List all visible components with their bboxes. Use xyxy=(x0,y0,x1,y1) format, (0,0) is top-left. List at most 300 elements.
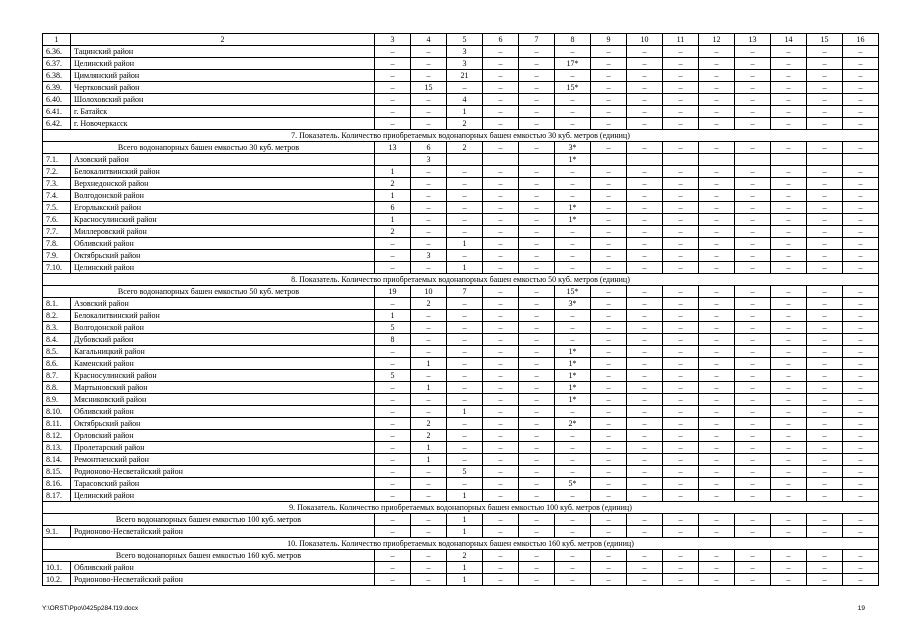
value-cell: – xyxy=(843,514,879,526)
value-cell: – xyxy=(807,142,843,154)
value-cell: – xyxy=(843,190,879,202)
value-cell: – xyxy=(519,94,555,106)
value-cell: – xyxy=(663,346,699,358)
value-cell: – xyxy=(627,178,663,190)
value-cell: – xyxy=(663,370,699,382)
value-cell: – xyxy=(519,238,555,250)
value-cell: – xyxy=(807,574,843,586)
value-cell: – xyxy=(447,178,483,190)
value-cell: – xyxy=(807,550,843,562)
value-cell: – xyxy=(771,334,807,346)
table-row xyxy=(43,358,879,370)
value-cell: – xyxy=(591,214,627,226)
value-cell: – xyxy=(735,574,771,586)
value-cell: – xyxy=(519,550,555,562)
value-cell: – xyxy=(843,526,879,538)
district-name: Целинский район xyxy=(71,58,375,70)
table-row xyxy=(43,82,879,94)
value-cell: – xyxy=(483,106,519,118)
district-name: Дубовский район xyxy=(71,334,375,346)
value-cell: – xyxy=(699,418,735,430)
value-cell: – xyxy=(735,58,771,70)
value-cell: – xyxy=(591,370,627,382)
value-cell: – xyxy=(483,574,519,586)
value-cell: – xyxy=(663,214,699,226)
value-cell: – xyxy=(699,454,735,466)
header-cell: 11 xyxy=(663,34,699,46)
value-cell: – xyxy=(627,406,663,418)
value-cell: – xyxy=(627,310,663,322)
value-cell: 2 xyxy=(411,418,447,430)
district-name: Родионово-Несветайский район xyxy=(71,574,375,586)
row-number: 7.1. xyxy=(43,154,71,166)
table-header-row xyxy=(43,34,879,46)
total-label: Всего водонапорных башен емкостью 50 куб. метров xyxy=(43,286,375,298)
value-cell: – xyxy=(555,514,591,526)
value-cell: – xyxy=(555,574,591,586)
value-cell: – xyxy=(411,322,447,334)
value-cell: – xyxy=(843,442,879,454)
value-cell: – xyxy=(699,478,735,490)
value-cell: – xyxy=(447,310,483,322)
value-cell: – xyxy=(519,106,555,118)
value-cell: – xyxy=(483,298,519,310)
value-cell: – xyxy=(483,430,519,442)
value-cell: – xyxy=(627,370,663,382)
value-cell: – xyxy=(843,82,879,94)
row-number: 6.36. xyxy=(43,46,71,58)
value-cell: – xyxy=(735,478,771,490)
value-cell: – xyxy=(483,250,519,262)
header-cell: 4 xyxy=(411,34,447,46)
header-cell: 16 xyxy=(843,34,879,46)
value-cell: – xyxy=(807,334,843,346)
value-cell: – xyxy=(375,298,411,310)
value-cell: – xyxy=(375,574,411,586)
value-cell: – xyxy=(555,250,591,262)
district-name: Октябрьский район xyxy=(71,418,375,430)
value-cell: – xyxy=(699,214,735,226)
value-cell xyxy=(663,154,699,166)
row-number: 7.7. xyxy=(43,226,71,238)
value-cell: – xyxy=(627,394,663,406)
value-cell: 1 xyxy=(447,574,483,586)
value-cell: – xyxy=(843,202,879,214)
row-number: 6.37. xyxy=(43,58,71,70)
value-cell: – xyxy=(447,334,483,346)
value-cell: – xyxy=(735,178,771,190)
value-cell xyxy=(447,154,483,166)
value-cell: – xyxy=(663,382,699,394)
value-cell: – xyxy=(519,346,555,358)
value-cell: – xyxy=(519,490,555,502)
value-cell: – xyxy=(447,358,483,370)
value-cell xyxy=(591,154,627,166)
value-cell: – xyxy=(375,82,411,94)
value-cell: – xyxy=(699,250,735,262)
section-heading: 8. Показатель. Количество приобретаемых водонапорных башен емкостью 50 куб. метров (единиц) xyxy=(43,274,879,286)
value-cell: – xyxy=(663,178,699,190)
value-cell: – xyxy=(771,214,807,226)
value-cell: – xyxy=(843,106,879,118)
value-cell: – xyxy=(735,382,771,394)
footer-file-path: Y:\ORST\Ppo\0425p284.f19.docx xyxy=(42,605,139,612)
value-cell: – xyxy=(591,202,627,214)
value-cell: – xyxy=(447,82,483,94)
value-cell: – xyxy=(663,526,699,538)
value-cell: – xyxy=(411,226,447,238)
value-cell: – xyxy=(663,226,699,238)
table-row xyxy=(43,322,879,334)
value-cell: – xyxy=(447,382,483,394)
value-cell: – xyxy=(411,406,447,418)
table-body xyxy=(43,34,879,586)
value-cell: – xyxy=(483,526,519,538)
value-cell: – xyxy=(411,478,447,490)
value-cell: – xyxy=(699,430,735,442)
value-cell: – xyxy=(555,406,591,418)
value-cell: – xyxy=(699,574,735,586)
value-cell: – xyxy=(771,166,807,178)
value-cell: – xyxy=(627,250,663,262)
value-cell: – xyxy=(627,358,663,370)
value-cell: – xyxy=(411,214,447,226)
value-cell: – xyxy=(735,226,771,238)
value-cell: – xyxy=(771,118,807,130)
district-name: Родионово-Несветайский район xyxy=(71,466,375,478)
value-cell: – xyxy=(591,118,627,130)
value-cell: – xyxy=(771,562,807,574)
value-cell: – xyxy=(483,358,519,370)
value-cell xyxy=(843,154,879,166)
value-cell: – xyxy=(555,70,591,82)
district-name: Обливский район xyxy=(71,562,375,574)
value-cell: – xyxy=(735,238,771,250)
value-cell: – xyxy=(699,406,735,418)
value-cell: – xyxy=(627,142,663,154)
value-cell: – xyxy=(807,466,843,478)
district-name: Мартыновский район xyxy=(71,382,375,394)
value-cell: – xyxy=(771,142,807,154)
value-cell: – xyxy=(771,574,807,586)
value-cell: 10 xyxy=(411,286,447,298)
value-cell: – xyxy=(843,166,879,178)
total-label: Всего водонапорных башен емкостью 160 куб. метров xyxy=(43,550,375,562)
value-cell: – xyxy=(699,190,735,202)
table-row xyxy=(43,190,879,202)
table-row xyxy=(43,418,879,430)
district-name: Мясниковский район xyxy=(71,394,375,406)
value-cell: – xyxy=(483,58,519,70)
value-cell: – xyxy=(483,382,519,394)
value-cell: – xyxy=(447,298,483,310)
value-cell: – xyxy=(591,286,627,298)
value-cell: – xyxy=(411,118,447,130)
value-cell: – xyxy=(807,394,843,406)
value-cell: – xyxy=(771,550,807,562)
value-cell: – xyxy=(663,166,699,178)
value-cell: – xyxy=(591,418,627,430)
value-cell xyxy=(519,154,555,166)
value-cell: – xyxy=(735,202,771,214)
value-cell: – xyxy=(411,490,447,502)
value-cell: – xyxy=(519,382,555,394)
value-cell: – xyxy=(735,118,771,130)
district-name: Азовский район xyxy=(71,154,375,166)
value-cell: 2 xyxy=(375,178,411,190)
value-cell: – xyxy=(447,250,483,262)
value-cell xyxy=(807,154,843,166)
value-cell: – xyxy=(591,430,627,442)
value-cell: – xyxy=(843,298,879,310)
value-cell: – xyxy=(519,334,555,346)
row-number: 10.1. xyxy=(43,562,71,574)
row-number: 7.5. xyxy=(43,202,71,214)
value-cell: 1 xyxy=(375,310,411,322)
value-cell: – xyxy=(627,442,663,454)
value-cell: – xyxy=(771,430,807,442)
header-cell: 2 xyxy=(71,34,375,46)
value-cell: – xyxy=(555,490,591,502)
value-cell: 2 xyxy=(447,142,483,154)
value-cell: – xyxy=(411,550,447,562)
value-cell: – xyxy=(735,430,771,442)
value-cell: – xyxy=(699,202,735,214)
value-cell: – xyxy=(771,46,807,58)
value-cell: – xyxy=(411,94,447,106)
section-heading-row xyxy=(43,274,879,286)
value-cell: – xyxy=(591,346,627,358)
value-cell: – xyxy=(447,322,483,334)
value-cell: – xyxy=(555,166,591,178)
district-name: Пролетарский район xyxy=(71,442,375,454)
value-cell: – xyxy=(771,106,807,118)
value-cell: – xyxy=(807,118,843,130)
value-cell: – xyxy=(663,286,699,298)
value-cell: – xyxy=(699,298,735,310)
value-cell: – xyxy=(627,550,663,562)
value-cell: – xyxy=(807,70,843,82)
value-cell: – xyxy=(735,286,771,298)
value-cell: – xyxy=(735,166,771,178)
district-name: Красносулинский район xyxy=(71,214,375,226)
value-cell: – xyxy=(663,430,699,442)
value-cell: – xyxy=(591,166,627,178)
value-cell: – xyxy=(519,166,555,178)
value-cell: – xyxy=(699,106,735,118)
value-cell: – xyxy=(519,406,555,418)
value-cell: – xyxy=(843,70,879,82)
table-row xyxy=(43,202,879,214)
value-cell: – xyxy=(375,118,411,130)
district-name: г. Новочеркасск xyxy=(71,118,375,130)
row-number: 8.9. xyxy=(43,394,71,406)
header-cell: 14 xyxy=(771,34,807,46)
value-cell: – xyxy=(447,346,483,358)
value-cell: – xyxy=(843,406,879,418)
district-name: Верхнедонской район xyxy=(71,178,375,190)
value-cell: – xyxy=(699,562,735,574)
value-cell: – xyxy=(627,106,663,118)
value-cell: 1* xyxy=(555,370,591,382)
value-cell: – xyxy=(483,238,519,250)
value-cell: – xyxy=(483,202,519,214)
value-cell: – xyxy=(411,310,447,322)
header-cell: 7 xyxy=(519,34,555,46)
row-number: 6.41. xyxy=(43,106,71,118)
value-cell: – xyxy=(843,562,879,574)
value-cell: – xyxy=(519,358,555,370)
district-name: Белокалитвинский район xyxy=(71,166,375,178)
table-row xyxy=(43,394,879,406)
value-cell: – xyxy=(663,58,699,70)
value-cell: 15* xyxy=(555,286,591,298)
value-cell: – xyxy=(807,106,843,118)
table-row xyxy=(43,454,879,466)
district-name: Белокалитвинский район xyxy=(71,310,375,322)
value-cell: – xyxy=(375,70,411,82)
value-cell: – xyxy=(483,178,519,190)
value-cell: – xyxy=(663,262,699,274)
value-cell: – xyxy=(591,454,627,466)
value-cell: – xyxy=(735,514,771,526)
value-cell: – xyxy=(483,70,519,82)
value-cell: – xyxy=(519,514,555,526)
value-cell: – xyxy=(627,298,663,310)
table-row xyxy=(43,526,879,538)
district-name: Обливский район xyxy=(71,238,375,250)
value-cell: 1* xyxy=(555,154,591,166)
value-cell: – xyxy=(483,394,519,406)
value-cell: – xyxy=(411,202,447,214)
table-row xyxy=(43,574,879,586)
value-cell: – xyxy=(591,94,627,106)
value-cell xyxy=(483,154,519,166)
value-cell: – xyxy=(771,382,807,394)
value-cell: 1* xyxy=(555,214,591,226)
value-cell: – xyxy=(447,430,483,442)
value-cell: 3 xyxy=(447,58,483,70)
value-cell: – xyxy=(555,46,591,58)
value-cell: – xyxy=(663,466,699,478)
value-cell: – xyxy=(483,514,519,526)
value-cell: – xyxy=(843,550,879,562)
value-cell: – xyxy=(483,346,519,358)
value-cell: – xyxy=(771,250,807,262)
value-cell: – xyxy=(483,286,519,298)
value-cell: – xyxy=(699,310,735,322)
value-cell: – xyxy=(699,46,735,58)
value-cell: – xyxy=(699,58,735,70)
row-number: 8.2. xyxy=(43,310,71,322)
value-cell: – xyxy=(375,250,411,262)
value-cell: – xyxy=(591,382,627,394)
value-cell: – xyxy=(843,346,879,358)
value-cell: – xyxy=(663,406,699,418)
value-cell: 1 xyxy=(447,406,483,418)
value-cell: – xyxy=(519,82,555,94)
value-cell: – xyxy=(699,166,735,178)
value-cell: – xyxy=(807,58,843,70)
value-cell: – xyxy=(375,490,411,502)
value-cell: – xyxy=(699,226,735,238)
value-cell: – xyxy=(807,82,843,94)
district-name: Кагальницкий район xyxy=(71,346,375,358)
value-cell: – xyxy=(411,526,447,538)
value-cell: – xyxy=(807,214,843,226)
value-cell: – xyxy=(447,418,483,430)
value-cell: – xyxy=(519,298,555,310)
value-cell: – xyxy=(627,118,663,130)
value-cell: – xyxy=(699,442,735,454)
value-cell: – xyxy=(447,454,483,466)
value-cell: – xyxy=(483,190,519,202)
value-cell: – xyxy=(663,142,699,154)
value-cell: – xyxy=(807,94,843,106)
value-cell: – xyxy=(735,94,771,106)
value-cell: – xyxy=(771,478,807,490)
data-table xyxy=(42,33,879,586)
row-number: 6.42. xyxy=(43,118,71,130)
value-cell: – xyxy=(483,370,519,382)
value-cell: – xyxy=(627,226,663,238)
header-cell: 10 xyxy=(627,34,663,46)
value-cell: – xyxy=(807,286,843,298)
value-cell: – xyxy=(843,262,879,274)
district-name: Волгодонской район xyxy=(71,322,375,334)
value-cell: – xyxy=(591,262,627,274)
value-cell: – xyxy=(411,394,447,406)
value-cell: – xyxy=(591,550,627,562)
value-cell: – xyxy=(699,490,735,502)
value-cell: – xyxy=(555,190,591,202)
value-cell: – xyxy=(591,334,627,346)
table-row xyxy=(43,58,879,70)
value-cell: – xyxy=(699,118,735,130)
value-cell: – xyxy=(591,490,627,502)
value-cell: – xyxy=(807,490,843,502)
value-cell: – xyxy=(771,526,807,538)
value-cell: – xyxy=(771,370,807,382)
value-cell: – xyxy=(483,226,519,238)
value-cell: – xyxy=(843,466,879,478)
value-cell: – xyxy=(735,298,771,310)
value-cell: – xyxy=(843,418,879,430)
value-cell: – xyxy=(699,334,735,346)
value-cell: – xyxy=(699,382,735,394)
table-row xyxy=(43,94,879,106)
table-row xyxy=(43,406,879,418)
value-cell: – xyxy=(807,190,843,202)
row-number: 6.39. xyxy=(43,82,71,94)
district-name: Егорлыкский район xyxy=(71,202,375,214)
value-cell: – xyxy=(555,322,591,334)
value-cell: – xyxy=(771,466,807,478)
value-cell: – xyxy=(735,214,771,226)
value-cell: 1 xyxy=(411,382,447,394)
value-cell: – xyxy=(411,238,447,250)
value-cell xyxy=(699,154,735,166)
value-cell: – xyxy=(375,466,411,478)
value-cell: 17* xyxy=(555,58,591,70)
header-cell: 8 xyxy=(555,34,591,46)
value-cell: – xyxy=(375,238,411,250)
value-cell: – xyxy=(663,118,699,130)
value-cell: – xyxy=(591,46,627,58)
table-row xyxy=(43,478,879,490)
value-cell: – xyxy=(699,178,735,190)
value-cell: – xyxy=(375,94,411,106)
